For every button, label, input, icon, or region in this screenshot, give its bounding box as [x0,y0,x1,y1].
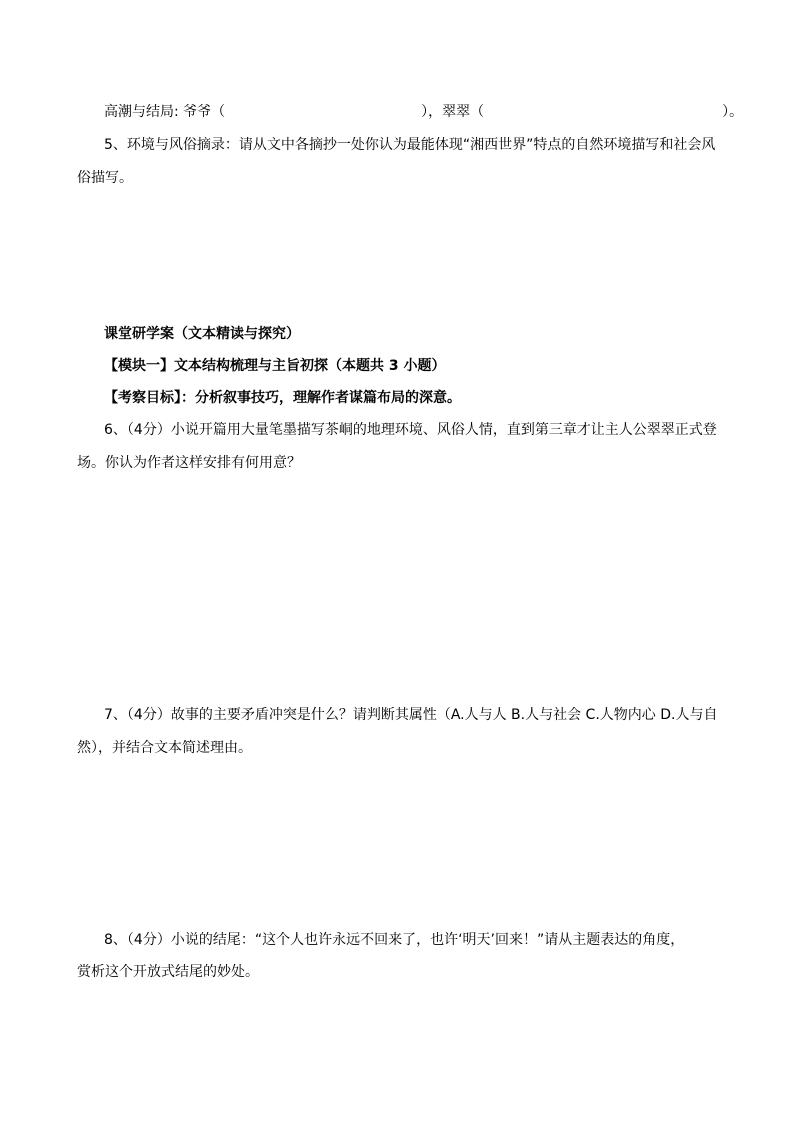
assessment-objective: 【考察目标】：分析叙事技巧，理解作者谋篇布局的深意。 [104,390,461,406]
section-title: 课堂研学案（文本精读与探究） [104,326,300,342]
climax-ending-line: 高潮与结局: 爷爷（ ），翠翠（ ）。 [104,104,744,120]
question-8-line-1: 8、（4分）小说的结尾：“这个人也许永远不回来了，也许‘明天’回来！”请从主题表达的角度， [104,932,685,948]
module-title: 【模块一】文本结构梳理与主旨初探（本题共 3 小题） [104,358,446,374]
question-8-line-2: 赏析这个开放式结尾的妙处。 [77,964,259,980]
question-5-line-1: 5、环境与风俗摘录：请从文中各摘抄一处你认为最能体现“湘西世界”特点的自然环境描写和社会风 [104,137,716,153]
question-6-line-2: 场。你认为作者这样安排有何用意？ [77,455,301,471]
question-7-line-2: 然），并结合文本简述理由。 [77,740,252,756]
question-5-line-2: 俗描写。 [77,170,133,186]
question-6-line-1: 6、（4分）小说开篇用大量笔墨描写茶峒的地理环境、风俗人情，直到第三章才让主人公翠翠正式登 [104,422,717,438]
question-7-line-1: 7、（4分）故事的主要矛盾冲突是什么？请判断其属性（A.人与人 B.人与社会 C.人物内心 D.人与自 [104,707,718,723]
